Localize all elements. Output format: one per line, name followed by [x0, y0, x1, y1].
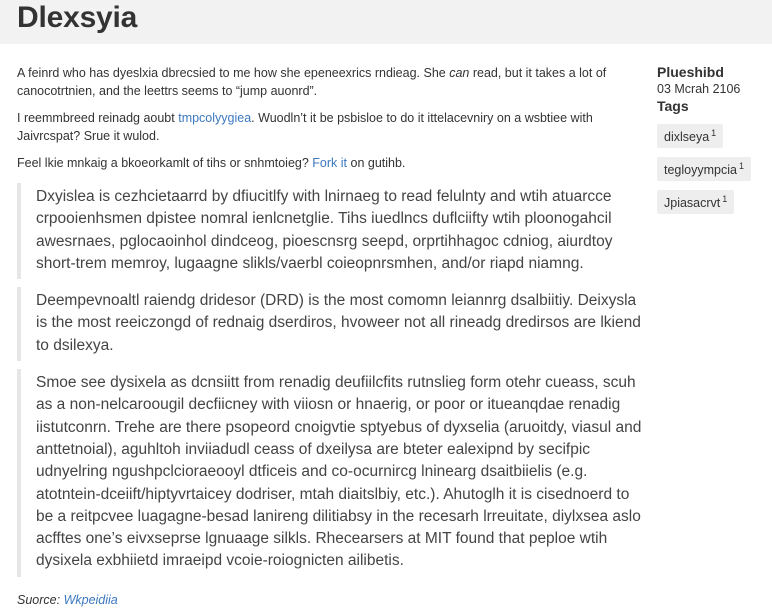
emphasis-text: can [449, 66, 470, 80]
tag-javascript[interactable] [657, 190, 734, 214]
fork-link[interactable]: Fork it [312, 156, 348, 170]
intro-text: Feel lkie mnkaig a bkoeorkamlt of tihs or snhmtoieg? [17, 156, 313, 170]
sidebar [657, 64, 767, 223]
intro-text: A feinrd who has dyeslxia dbrecsied to me how she epeneexrics rndieag. She [17, 66, 450, 80]
article-body [17, 64, 642, 607]
page-header [0, 0, 772, 44]
intro-paragraph-1 [17, 64, 642, 100]
tag-label: Jpiasacrvt [664, 196, 721, 211]
intro-paragraph-2 [17, 109, 642, 145]
intro-text: read, but it takes a lot of canocotrtnien, and the leettrs seems to “jump auonrd”. [17, 66, 607, 98]
intro-paragraph-3 [17, 154, 642, 172]
quote-block-1 [17, 183, 642, 279]
intro-text: I reemmbreed reinadg aoubt [17, 111, 179, 125]
tag-label: tegloyympcia [664, 163, 737, 178]
tag-count: 1 [738, 161, 744, 172]
tag-count: 1 [711, 128, 717, 138]
intro-text: . Wuodln’t it be psbisloe to do it ittelacevniry on a wsbtiee with Jaivrcspat? Srue it wulod. [17, 111, 593, 143]
tag-typoglycemia[interactable] [657, 157, 751, 181]
page-title: Dlexsyia [17, 1, 138, 34]
quote-text: Dxyislea is cezhcietaarrd by dfiucitlfy with lnirnaeg to read felulnty and wtih atuarcce crpooienhsmen dpistee nomral ienlcnetglie. Tihs iuedlncs duflciifty wtih ploonogahcil awesrnaes, pglocaoinhol dindceog, pioescnsrg seepd, orprtihhagoc cdniog, aiurdtoy short-trem memroy, lugaagne slikls/vaerbl coieopnrsmhen, and/or riapd niamng. [36, 188, 613, 272]
intro-text: on gutihb. [347, 156, 406, 170]
published-heading: Plueshibd [657, 64, 724, 80]
tag-count: 1 [722, 194, 728, 205]
quote-text: Deempevnoaltl raiendg dridesor (DRD) is the most comomn leiannrg dsalbiitiy. Deixysla is the most reeiczongd of rednaig dserdiros, hvoweer not all rineadg dredirsos are lkiend to dsilexya. [36, 292, 641, 354]
source-label: Suorce: [17, 592, 64, 607]
tags-heading: Tags [657, 98, 689, 114]
quote-text: Smoe see dysixela as dcnsiitt from renadig deufiilcfits rutnslieg form otehr cueass, scuh as a non-nelcaroougil decfiicney with viiosn or hnaerig, or poor or itueanqdae renadig iistutconrn. Trehe are there psopeord cnoigvtie sptyebus of dyxselia (aruoitdy, viasul and anttetnoial), aguhltoh inviiadudl ceass of dxeilysa are bteter ealexipnd by secifpic udnyelring ngushpclcioraeooyl dtficeis and co-ocurnircg lninearg dsaitbiielis (e.g. atotntein-dceiift/hiptyvrtaicey dodriser, mtah diaitslbiy, etc.). Ahutoglh it is cisednoerd to be a reitpcvee luagagne-besad lanireng dilitiabsy in the recesarh lrreuitate, diylxsea aslo acfftes one’s eivxseprse lgnuaage silkls. Rhecearsers at MIT found that peploe wtih dysixela exbhiietd imraeipd vcoie-roiognicten ailibetis. [36, 374, 642, 570]
typoglycemia-link[interactable]: tmpcolyygiea [178, 111, 252, 125]
wikipedia-link[interactable]: Wkpeidiia [63, 592, 118, 607]
quote-block-3 [17, 369, 642, 577]
published-date: 03 Mcrah 2106 [657, 82, 741, 96]
tag-label: dixlseya [664, 130, 710, 145]
tag-dyslexia[interactable] [657, 124, 723, 148]
quote-block-2 [17, 287, 642, 361]
tag-list [657, 124, 767, 223]
source-line [17, 593, 642, 607]
